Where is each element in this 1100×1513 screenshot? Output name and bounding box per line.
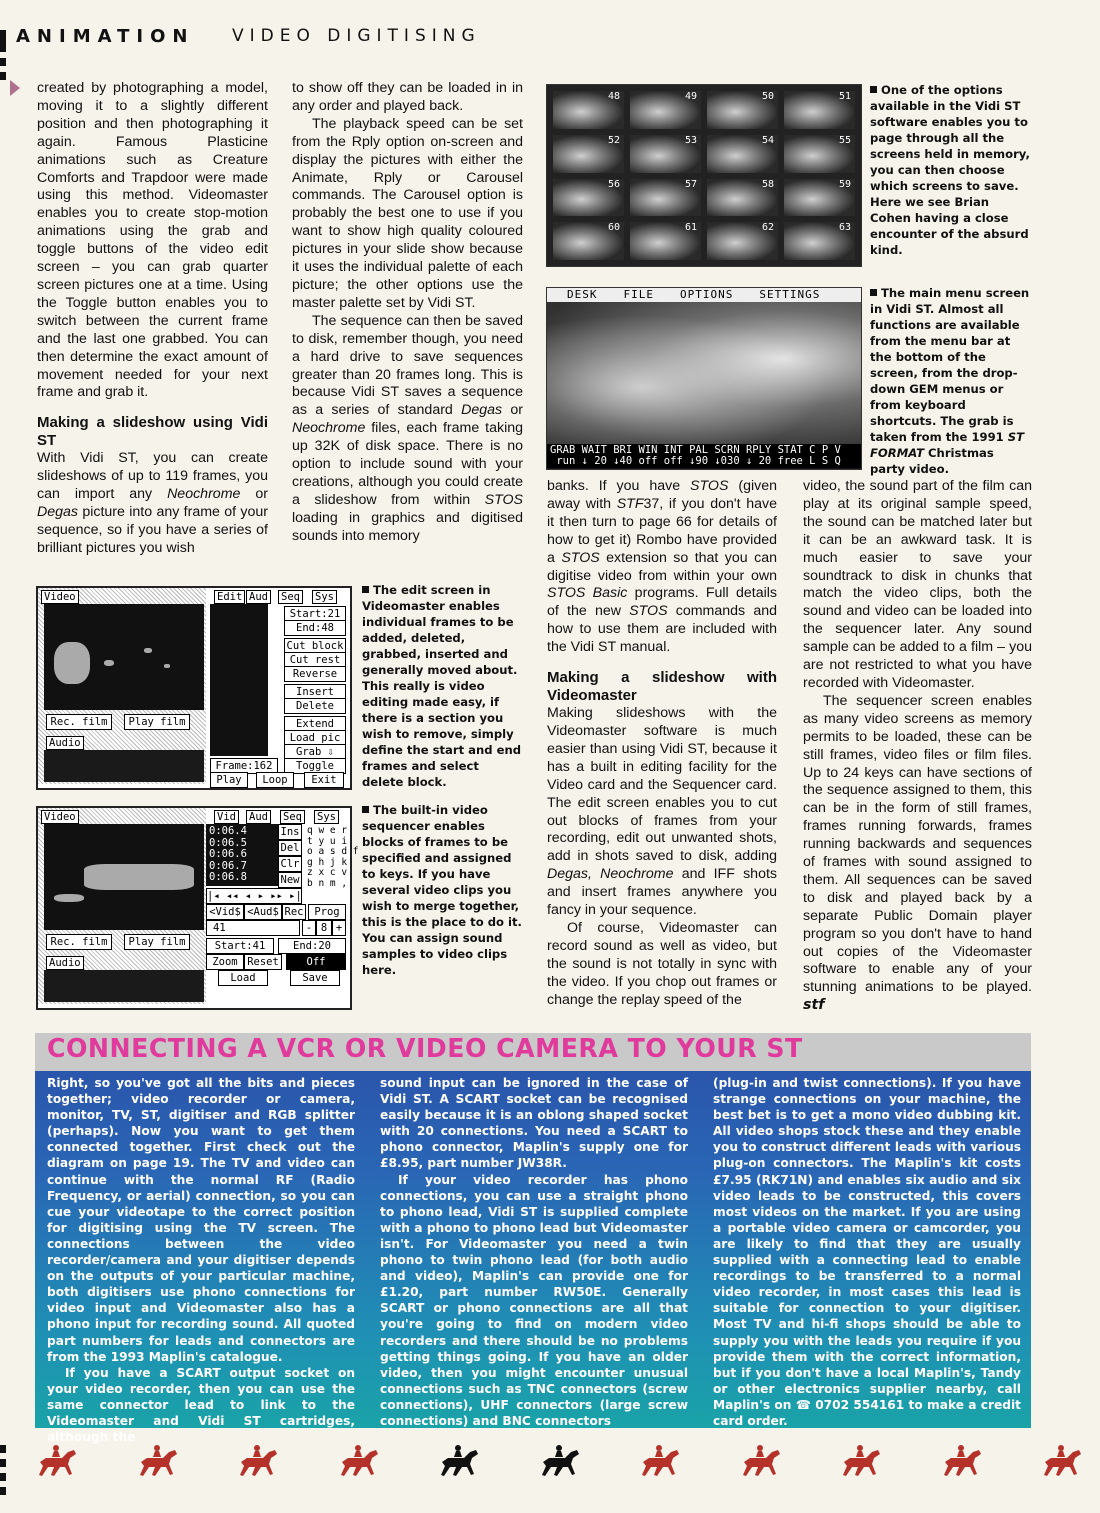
frame-number: 54	[761, 134, 774, 146]
paragraph: If your video recorder has phono connections, you can use a straight phono to phono lead, Vidi ST is supplied complete with a phono to phono lead but Videomaster isn't. For Videomaster you need a twin phono to twin phono lead (for both audio and video), Maplin's can provide one for £1.20, part number RW50E. Generally SCART or phono connections are all that you're going to find on modern video recorders and there should be no problems getting things going. If you have an older video, then you might encounter unusual connections such as TNC connectors (screw connections), UHF connectors (large screw connections) and BNC connectors	[380, 1172, 688, 1428]
audio-label: Audio	[46, 736, 84, 750]
start-field[interactable]: Start:41	[206, 938, 274, 954]
horse-rider-icon	[1039, 1440, 1085, 1484]
connecting-boxout	[35, 1033, 1031, 1445]
minus-button[interactable]: -	[302, 920, 316, 936]
paragraph: The sequencer screen enables as many video screens as memory permits to be loaded, these can be still frames, video files or film files. Up to 24 keys can have sections of the sequence assigned to them, this can be in the form of still frames, frames running forwards, frames running backwards and sequences of frames with sound assigned to them. All sequences can be saved to disk and played back by a separate Public Domain player program so you don't have to hand out copies of the Videomaster software to enable any of your stunning animations to be played. stf	[803, 692, 1032, 1014]
tab-edit[interactable]: Edit	[214, 590, 245, 604]
frame-number: 59	[838, 178, 851, 190]
end-field[interactable]: End:20	[278, 938, 346, 954]
frame-number: 50	[761, 91, 774, 102]
menu-desk[interactable]: DESK	[567, 288, 598, 301]
boxout-column-3	[713, 1075, 1021, 1429]
reverse-button[interactable]: Reverse	[284, 666, 346, 682]
frame-thumbnail[interactable]	[784, 179, 855, 217]
rec-button[interactable]: Rec	[282, 904, 306, 920]
horse-rider-icon	[939, 1440, 985, 1484]
frame-thumbnail[interactable]	[784, 222, 855, 260]
paragraph: to show off they can be loaded in in any order and played back.	[292, 80, 523, 114]
transport-controls[interactable]: |◂ ◂◂ ◂ ▸ ▸▸ ▸|	[207, 890, 302, 902]
key-grid[interactable]: q w e r t y u i o a s d f g h j k z x c v b n m ,	[304, 824, 350, 892]
horse-rider-icon	[336, 1440, 382, 1484]
frame-number: 60	[607, 222, 620, 234]
horse-rider-icon	[235, 1440, 281, 1484]
frame-thumbnail[interactable]	[553, 222, 624, 260]
frame-thumbnail[interactable]	[630, 91, 701, 129]
exit-button[interactable]: Exit	[304, 772, 344, 788]
page-header	[0, 26, 520, 50]
toggle-button[interactable]: Toggle	[284, 758, 346, 774]
paragraph: If you have a SCART output socket on your video recorder, then you can use the same connector lead to link to the Videomaster and Vidi ST cartridges, although the	[47, 1365, 355, 1445]
tab-aud[interactable]: Aud	[246, 590, 271, 604]
frame-number-field[interactable]: 41	[206, 920, 300, 936]
prog-button[interactable]: Prog	[308, 904, 346, 920]
paragraph: Making slideshows with the Videomaster software is much easier than using Vidi ST, because it has a built in editing facility for the Video card and the Sequencer card. The edit screen enables you to cut out blocks of frames from your recording, edit out unwanted shots, add in shots saved to disk, adding Degas, Neochrome and IFF shots and insert frames anywhere you fancy in your sequence.	[547, 705, 777, 919]
tab-vid[interactable]: Vid	[214, 810, 239, 824]
paragraph: Right, so you've got all the bits and pieces together; video recorder or camera, monitor, TV, ST, digitiser and RGB splitter (perhaps). Now you want to get them connected together. First check out the diagram on page 19. The TV and video can continue with the normal RF (Radio Frequency, or aerial) connection, so you can cue your videotape to the correct position for digitising using the TV screen. The connections between the video recorder/camera and your digitiser depends on the outputs of your particular machine, both digitisers use phono connections for video input and Videomaster also has a phono input for recording sound. All quoted part numbers for leads and connectors are from the 1993 Maplin's catalogue.	[47, 1076, 355, 1364]
tab-aud[interactable]: Aud	[246, 810, 271, 824]
start-field[interactable]: Start:21	[284, 606, 346, 622]
step-value: 8	[316, 920, 332, 936]
zoom-button[interactable]: Zoom	[206, 954, 244, 970]
frame-thumbnail[interactable]	[707, 179, 778, 217]
cut-rest-button[interactable]: Cut rest	[284, 652, 346, 668]
tab-sys[interactable]: Sys	[314, 810, 339, 824]
reset-button[interactable]: Reset	[244, 954, 282, 970]
video-label: Video	[41, 590, 79, 604]
video-preview	[44, 824, 204, 930]
boxout-title: CONNECTING A VCR OR VIDEO CAMERA TO YOUR ST	[47, 1034, 803, 1064]
audio-track	[44, 970, 204, 1002]
frame-thumbnail[interactable]	[707, 222, 778, 260]
frame-thumbnail[interactable]	[707, 91, 778, 129]
caption-vidi-menu: The main menu screen in Vidi ST. Almost all functions are available from the menu bar at the bottom of the screen, from the drop-down GEM menus or from keyboard shortcuts. The grab is taken from the 1991 ST FORMAT Christmas party video.	[870, 286, 1030, 476]
del-button[interactable]: Del	[278, 840, 302, 856]
load-button[interactable]: Load	[218, 970, 268, 986]
boxout-column-2	[380, 1075, 688, 1429]
horse-rider-icon	[436, 1440, 482, 1484]
menu-file[interactable]: FILE	[623, 288, 654, 301]
load-pic-button[interactable]: Load pic	[284, 730, 346, 746]
column-3	[547, 478, 777, 1009]
frame-thumbnail[interactable]	[553, 179, 624, 217]
audio-label: Audio	[46, 956, 84, 970]
subsection-title: VIDEO DIGITISING	[232, 26, 481, 46]
paragraph: video, the sound part of the film can play at its original sample speed, the sound can be matched later but it can be an awkward task. It is much easier to save your soundtrack to disk in chunks that match the video clips, both the sound and video can be loaded into the sequencer later. Any sound sample can be added to a film – you are not restricted to what you have recorded with Videomaster.	[803, 478, 1032, 691]
cut-block-button[interactable]: Cut block	[284, 638, 346, 654]
paragraph: Of course, Videomaster can record sound as well as video, but the sound is not totally in sync with the video. If you chop out frames or change the replay speed of the	[547, 919, 777, 1008]
frame-number: 61	[684, 222, 697, 234]
column-1	[37, 80, 268, 558]
horse-rider-icon	[135, 1440, 181, 1484]
caption-sequencer: The built-in video sequencer enables blocks of frames to be specified and assigned to keys. If you have several video clips you wish to merge together, this is the place to do it. You can assign sound samples to video clips here.	[362, 803, 522, 977]
vid-sound-button[interactable]: <Vid$	[206, 904, 244, 920]
aud-sound-button[interactable]: <Aud$	[244, 904, 282, 920]
frame-thumbnail[interactable]	[707, 135, 778, 173]
frame-number: 52	[607, 134, 620, 146]
frame-number: 57	[684, 178, 697, 190]
frame-number: 49	[684, 91, 697, 102]
tab-seq[interactable]: Seq	[278, 590, 303, 604]
frame-thumbnail[interactable]	[553, 135, 624, 173]
paragraph: The playback speed can be set from the Rply option on-screen and display the pictures with either the Animate, Rply or Carousel commands. The Carousel option is probably the best one to use if you want to show high quality coloured pictures in your slide show because it uses the individual palette of each picture; the other options use the master palette set by Vidi ST.	[292, 115, 523, 311]
video-label: Video	[41, 810, 79, 824]
frame-number: 62	[761, 222, 774, 234]
audio-track	[44, 750, 204, 782]
menu-settings[interactable]: SETTINGS	[759, 288, 821, 301]
tab-sys[interactable]: Sys	[312, 590, 337, 604]
plus-button[interactable]: +	[332, 920, 346, 936]
column-2	[292, 80, 523, 546]
horse-rider-icon	[34, 1440, 80, 1484]
frame-thumbnail[interactable]	[784, 135, 855, 173]
horse-rider-icon	[637, 1440, 683, 1484]
frame-counter: Frame:162	[210, 758, 278, 774]
command-labels[interactable]: GRAB WAIT BRI WIN INT PAL SCRN RPLY STAT C P V	[550, 444, 841, 456]
play-button[interactable]: Play	[210, 772, 248, 788]
paragraph: With Vidi ST, you can create slideshows of up to 119 frames, you can import any Neochrome or Degas picture into any frame of your sequence, so if you have a series of brilliant pictures you wish	[37, 450, 268, 556]
paragraph: The sequence can then be saved to disk, remember though, you need a hard drive to save sequences greater than 20 frames long. This is because Vidi ST saves a sequence as a series of standard Degas or Neochrome files, each frame taking up 32K of disk space. There is no option to include sound with your creations, although you could create a slideshow from within STOS loading in graphics and digitised sounds into memory	[292, 312, 523, 544]
filmstrip[interactable]	[210, 604, 268, 756]
frame-number: 63	[838, 222, 851, 234]
section-title: ANIMATION	[16, 26, 195, 47]
frame-grid	[547, 85, 861, 266]
new-button[interactable]: New	[278, 872, 302, 888]
delete-button[interactable]: Delete	[284, 698, 346, 714]
grab-button[interactable]: Grab ⇩	[284, 744, 346, 760]
frame-thumbnail[interactable]	[630, 179, 701, 217]
frame-grid-screenshot	[546, 84, 862, 267]
save-button[interactable]: Save	[290, 970, 340, 986]
paragraph: (plug-in and twist connections). If you have strange connections on your machine, the best bet is to get a mono video dubbing kit. All video shops stock these and they enable you to construct different leads with various plug-on connectors. The Maplin's kit costs £7.95 (RK71N) and enables six audio and six video leads to be constructed, this covers most videos on the market. If you are using a portable video camera or camcorder, you are likely to find that they are usually supplied with a connecting lead to enable recordings to be transferred to a normal video recorder, in most cases this lead is suitable for connection to your digitiser. Most TV and hi-fi shops should be able to supply you with the leads you require if you provide them with the correct information, but if you don't have a local Maplin's, Tandy or other electronics supplier nearby, call Maplin's on ☎ 0702 554161 to make a credit card order.	[713, 1076, 1021, 1428]
frame-number: 55	[838, 134, 851, 146]
extend-button[interactable]: Extend	[284, 716, 346, 732]
boxout-column-1	[47, 1075, 355, 1445]
paragraph: sound input can be ignored in the case of Vidi ST. A SCART socket can be recognised easily because it is an oblong shaped socket with 20 connections. You need a SCART to phono connector, Maplin's supply one for £8.95, part number JW38R.	[380, 1076, 688, 1171]
subheading: Making a slideshow with Videomaster	[547, 669, 777, 705]
boxout-title-bar	[35, 1033, 1031, 1071]
frame-number: 51	[838, 91, 851, 102]
frame-thumbnail[interactable]	[784, 91, 855, 129]
command-bar	[547, 444, 861, 468]
paragraph: banks. If you have STOS (given away with STF37, if you don't have it then turn to page 66 for details of how to get it) Rombo have provided a STOS extension so that you can digitise video from within your own STOS Basic programs. Full details of the new STOS commands and how to use them are included with the Vidi ST manual.	[547, 478, 778, 656]
loop-button[interactable]: Loop	[256, 772, 294, 788]
caption-vidi-frames: One of the options available in the Vidi ST software enables you to page through all the screens held in memory, you can then choose which screens to save. Here we see Brian Cohen having a close encounter of the absurd kind.	[870, 83, 1030, 257]
videomaster-edit-screenshot	[36, 586, 352, 790]
tab-seq[interactable]: Seq	[280, 810, 305, 824]
frame-number: 58	[761, 178, 774, 190]
sign-off: stf	[803, 997, 825, 1014]
subheading: Making a slideshow using Vidi ST	[37, 414, 268, 450]
menu-options[interactable]: OPTIONS	[680, 288, 734, 301]
column-4	[803, 478, 1032, 1015]
paragraph: created by photographing a model, moving it to a slightly different position and then photographing it again. Famous Plasticine animations such as Creature Comforts and Trapdoor were made using this method. Videomaster enables you to create stop-motion animations using the grab and toggle buttons of the video edit screen – you can grab quarter screen pictures one at a time. Using the Toggle button enables you to switch between the current frame and the last one grabbed. You can then determine the exact amount of movement needed for your next frame and grab it.	[37, 80, 268, 401]
edge-marks	[0, 44, 6, 86]
ins-button[interactable]: Ins	[278, 824, 302, 840]
video-preview	[44, 604, 204, 710]
videomaster-sequencer-screenshot	[36, 806, 359, 1010]
horse-rider-icon	[537, 1440, 583, 1484]
vidi-main-menu-screenshot	[546, 287, 862, 470]
horse-rider-icon	[738, 1440, 784, 1484]
horse-animation-strip	[0, 1440, 1100, 1490]
frame-number: 48	[607, 91, 620, 102]
rec-film-button[interactable]: Rec. film	[46, 934, 112, 950]
caption-edit-screen: The edit screen in Videomaster enables individual frames to be added, deleted, grabbed, inserted and generally moved about. This really is video editing made easy, if there is a section you wish to remove, simply define the start and end frames and select delete block.	[362, 583, 521, 789]
off-toggle[interactable]: Off	[286, 954, 346, 970]
time-list[interactable]: 0:06.4 0:06.5 0:06.6 0:06.7 0:06.8	[206, 824, 280, 886]
insert-button[interactable]: Insert	[284, 684, 346, 700]
continue-arrow-icon	[10, 80, 20, 96]
frame-thumbnail[interactable]	[553, 91, 624, 129]
frame-thumbnail[interactable]	[630, 222, 701, 260]
frame-number: 53	[684, 134, 697, 146]
clr-button[interactable]: Clr	[278, 856, 302, 872]
play-film-button[interactable]: Play film	[124, 934, 190, 950]
rec-film-button[interactable]: Rec. film	[46, 714, 112, 730]
end-field[interactable]: End:48	[284, 620, 346, 636]
horse-rider-icon	[838, 1440, 884, 1484]
frame-thumbnail[interactable]	[630, 135, 701, 173]
command-values: run ↓ 20 ↓40 off off ↓90 ↓030 ↓ 20 free L S Q	[550, 455, 841, 467]
play-film-button[interactable]: Play film	[124, 714, 190, 730]
header-bar	[0, 30, 6, 44]
frame-number: 56	[607, 178, 620, 190]
party-video-grab	[547, 302, 861, 444]
gem-menu-bar	[547, 288, 861, 302]
